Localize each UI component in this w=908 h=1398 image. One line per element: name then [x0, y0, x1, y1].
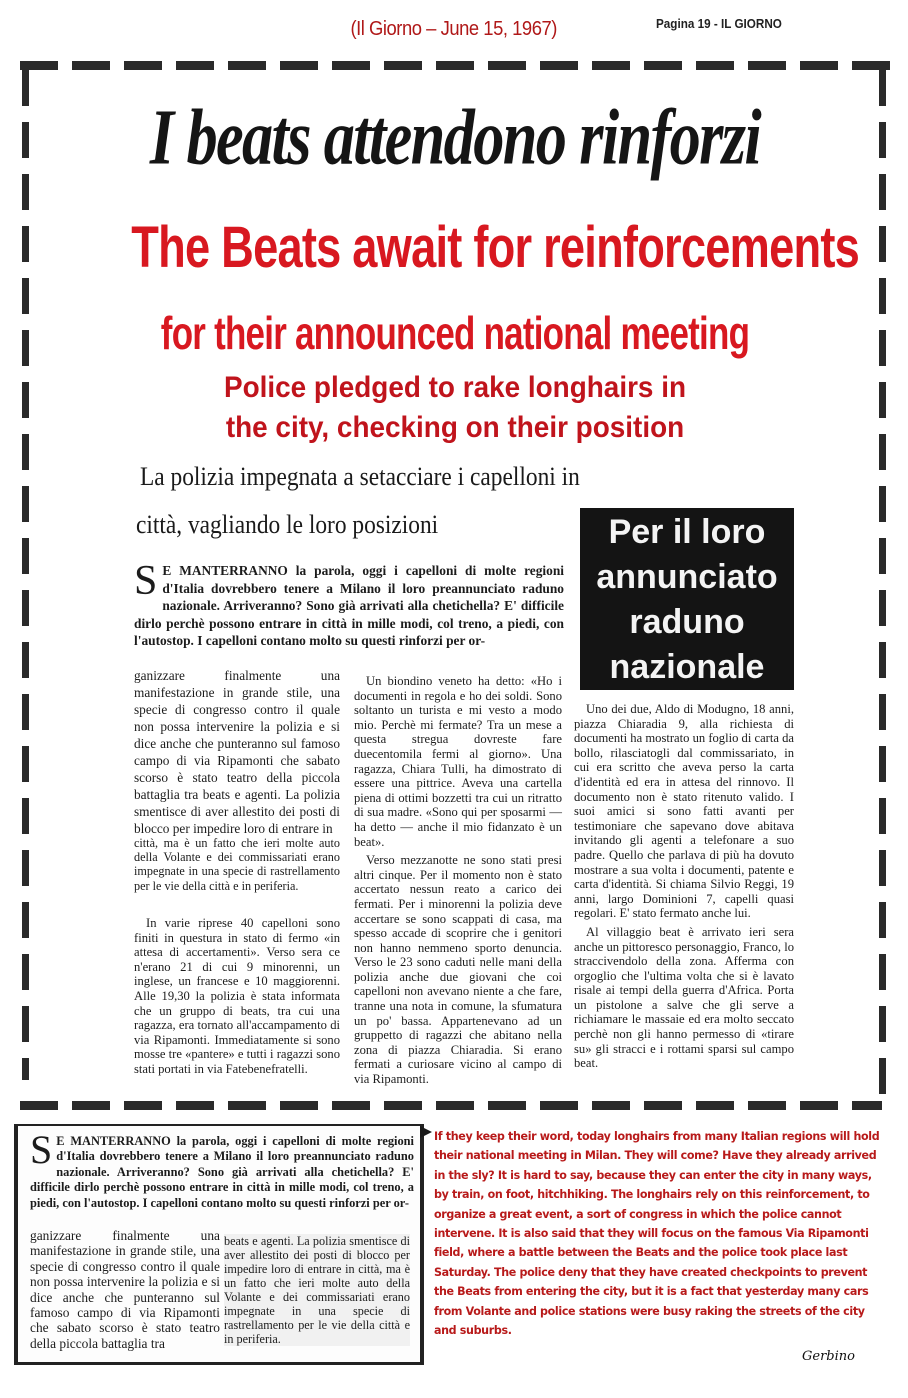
excerpt-lead [30, 1127, 414, 1211]
subline-1: Police pledged to rake longhairs in [223, 371, 687, 404]
zoomed-excerpt [14, 1124, 424, 1365]
article-column-1c [134, 916, 340, 1081]
excerpt-right-column: beats e agenti. La polizia smentisce di aver allestito dei posti di blocco per impedire loro di entrare in città, ma è un fatto che ieri molte auto della Volante e dei commissariati erano impegnate in una specie di rastrellamento per le vie della città e in periferia. [224, 1234, 410, 1346]
subheadline-italian-1: La polizia impegnata a setacciare i capelloni in [140, 462, 580, 491]
article-column-2 [354, 674, 562, 1091]
article-column-1b [134, 836, 340, 897]
paragraph: ganizzare finalmente una manifestazione in grande stile, una specie di congresso contro il quale non possa intervenire la polizia e si dice anche che punteranno sul famoso campo di via Ripamonti che sabato scorso è stato teatro della piccola battaglia tra beats e agenti. La polizia smentisce di aver allestito dei posti di blocco per impedire loro di entrare in [134, 668, 340, 836]
headline-english-line2: for their announced national meeting [160, 307, 750, 359]
lead-text: E MANTERRANNO la parola, oggi i capelloni di molte regioni d'Italia dovrebbero tenere a Milano il loro preannunciato raduno nazionale. Arriveranno? Sono già arrivati alla chetichella? E' difficile dirlo perchè possono entrare in città in mille modi, col treno, a piedi, con l'autostop. I capelloni contano molto su questi rinforzi per or- [134, 563, 564, 648]
subline-2: the city, checking on their position [225, 411, 685, 444]
article-lead [134, 558, 564, 650]
english-translation: If they keep their word, today longhairs from many Italian regions will hold their national meeting in Milan. They will come? Have they already arrived in the sly? It is hard to say, because they can enter the city in many ways, by train, on foot, hitchhiking. The longhairs rely on this reinforcement, to organize a great event, a sort of congress in which the police cannot intervene. It is also said that they will focus on the famous Via Ripamonti field, where a battle between the Beats and the police took place last Saturday. The police deny that they have created checkpoints to prevent the Beats from entering the city, but it is a fact that yesterday many cars from Volante and police stations were busy raking the streets of the city and suburbs. [434, 1130, 880, 1338]
paragraph: Un biondino veneto ha detto: «Ho i documenti in regola e ho dei soldi. Sono soltanto un turista e mi vesto a modo mio. Perchè mi fermate? Tra un mese a questa stregua dovreste fare duecentomila fermi al giorno». Una ragazza, Chiara Tulli, ha dimostrato di essere una pittrice. Aveva una cartella piena di ottimi bozzetti tra cui un ritratto di sua madre. «Sono qui per sposarmi — ha detto — anche il mio fidanzato è un beat». [354, 674, 562, 849]
excerpt-lead-text: E MANTERRANNO la parola, oggi i capelloni di molte regioni d'Italia dovrebbero tenere a Milano il loro preannunciato raduno nazionale. Arriveranno? Sono già arrivati alla chetichella? E' difficile dirlo perchè possono entrare in città in mille modi, col treno, a piedi, con l'autostop. I capelloni contano molto su questi rinforzi per or- [30, 1134, 414, 1210]
box-line: nazionale [609, 648, 765, 686]
caption: (Il Giorno – June 15, 1967) [350, 18, 557, 40]
headline-english-line1: The Beats await for reinforcements [131, 215, 860, 280]
paragraph: Verso mezzanotte ne sono stati presi altri cinque. Per il momento non è stato accertato nessun reato a carico dei fermati. Per i minorenni la polizia deve accertare se sono scappati di casa, ma spesso accade di scoprire che i genitori non hanno nemmeno sporto denuncia. Verso le 23 sono caduti nelle mani della polizia anche due giovani che coi capelloni non avevano niente a che fare, tranne una nota in comune, la sfumatura un po' bassa. Appartenevano ad un gruppetto di ragazzi che abitano nella zona di piazza Chiaradia. Si erano fermati a curiosare vicino al campo di via Ripamonti. [354, 853, 562, 1087]
box-line: annunciato [596, 558, 778, 596]
box-heading [580, 508, 794, 690]
drop-cap: S [134, 558, 158, 604]
page-reference: Pagina 19 - IL GIORNO [656, 16, 782, 31]
drop-cap: S [30, 1127, 53, 1172]
paragraph: In varie riprese 40 capelloni sono finiti in questura in stato di fermo «in attesa di accertamenti». Verso sera ce n'erano 21 di cui 9 minorenni, un inglese, un francese e 10 maggiorenni. Alle 19,30 la polizia è stata informata che un gruppo di beats, tra cui una ragazza, era tornato all'accampamento di via Ripamonti. Immediatamente si sono mosse tre «pantere» e tutti i ragazzi sono stati portati in via Fatebenefratelli. [134, 916, 340, 1076]
paragraph: Al villaggio beat è arrivato ieri sera anche un pittoresco personaggio, Franco, lo straccivendolo della zona. Afferma con orgoglio che l'ultima volta che si è lavato risale ai tempi della guerra d'Africa. Porta un pistolone a salve che gli serve a richiamare le massaie ed era molto seccato perchè non gli hanno permesso di «tirare su» gli stracci e i rottami sparsi sul campo beat. [574, 924, 794, 1071]
arrow-right-icon [420, 1126, 432, 1138]
article-column-1a [134, 667, 340, 841]
box-line: Per il loro [608, 513, 766, 551]
border-left [22, 70, 29, 1080]
excerpt-left-column: ganizzare finalmente una manifestazione in grande stile, una specie di congresso contro il quale non possa intervenire la polizia e si dice anche che punteranno sul famoso campo di via Ripamonti che sabato scorso è stato teatro della piccola battaglia tra [30, 1228, 220, 1351]
border-top [20, 61, 892, 70]
article-column-3 [574, 702, 794, 1075]
border-bottom [20, 1101, 882, 1110]
signature: Gerbino [802, 1349, 855, 1364]
border-right [879, 70, 886, 1100]
paragraph: Uno dei due, Aldo di Modugno, 18 anni, piazza Chiaradia 9, alla richiesta di documenti ha mostrato un foglio di carta da bollo, rilasciatogli dal commissariato, in cui era scritto che aveva perso la carta d'identità ed era in attesa del rinnovo. Il documento non è stato ritenuto valido. I suoi amici si sono fatti avanti per testimoniare che sapevano dove abitava invitando gli agenti a telefonare a suo padre. Quello che parlava di più ha dovuto mostrare a sua volta i documenti, patente e carta d'identità. Si chiama Silvio Reggi, 19 anni, largo Dominioni 7, capelli quasi regolari. E' stato fermato anche lui. [574, 702, 794, 921]
headline-italian: I beats attendono rinforzi [149, 93, 761, 182]
subheadline-italian-2: città, vagliando le loro posizioni [136, 510, 439, 539]
box-line: raduno [629, 603, 745, 641]
paragraph: città, ma è un fatto che ieri molte auto della Volante e dei commissariati erano impegnate in una specie di rastrellamento per le vie della città e in periferia. [134, 836, 340, 893]
headline-english-subline [69, 368, 841, 448]
